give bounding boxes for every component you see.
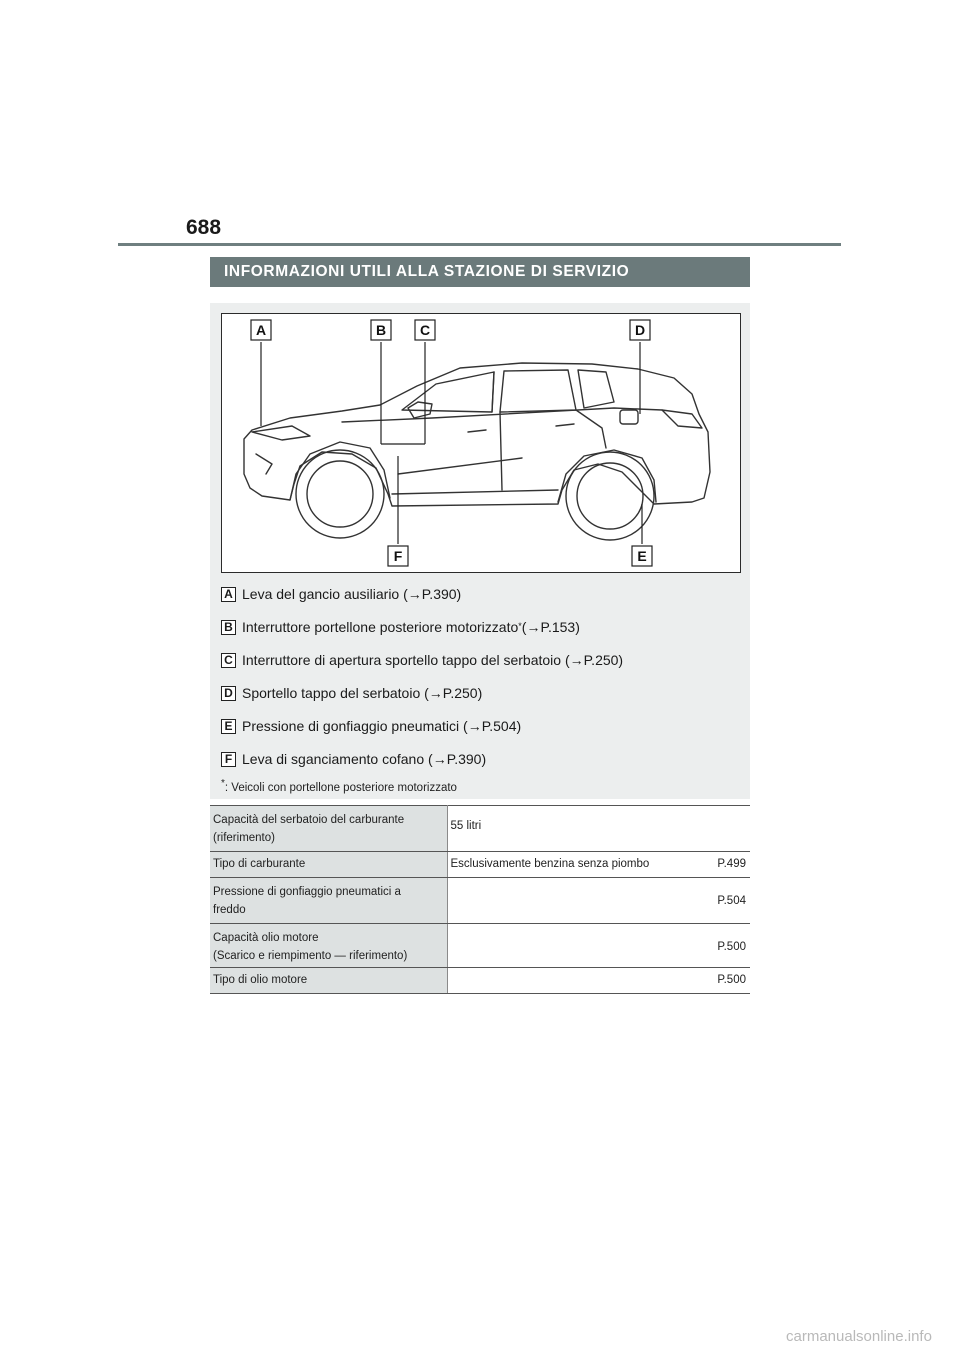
table-value-cell [447, 924, 750, 968]
car-illustration [222, 314, 740, 572]
page-number: 688 [186, 216, 222, 239]
callout-f: F [393, 548, 403, 564]
table-row [210, 806, 750, 852]
table-ref: P.504 [717, 895, 746, 907]
front-wheel [296, 450, 384, 538]
legend-ref: P.250) [442, 685, 483, 701]
legend-tag: D [221, 686, 236, 701]
table-row [210, 852, 750, 878]
legend-item [221, 750, 486, 768]
legend-item [221, 717, 521, 735]
arrow-icon: → [569, 652, 584, 668]
legend-item [221, 585, 461, 603]
rear-wheel [566, 452, 654, 540]
legend-item [221, 684, 482, 702]
legend-item [221, 618, 580, 636]
footnote [221, 778, 457, 794]
callout-a: A [255, 322, 267, 338]
table-key-cell [210, 878, 447, 924]
legend-ref: P.504) [481, 718, 522, 734]
table-row [210, 878, 750, 924]
legend-tag: B [221, 620, 236, 635]
table-row [210, 924, 750, 968]
footnote-text: : Veicoli con portellone posteriore motorizzato [224, 781, 457, 794]
key-line: (Scarico e riempimento — riferimento) [213, 950, 408, 962]
callout-d: D [634, 322, 646, 338]
legend-item [221, 651, 623, 669]
legend-tag: A [221, 587, 236, 602]
callout-c: C [419, 322, 431, 338]
legend-ref: P.153) [540, 619, 580, 635]
section-header [210, 257, 750, 287]
legend-tag: C [221, 653, 236, 668]
table-value-cell [447, 852, 750, 878]
car-figure [221, 313, 741, 573]
table-key-cell [210, 806, 447, 852]
legend-text: Leva di sganciamento cofano ( [242, 751, 433, 767]
arrow-icon: → [432, 751, 447, 767]
key-line: Tipo di olio motore [213, 974, 308, 986]
arrow-icon: → [526, 619, 541, 635]
watermark: carmanualsonline.info [786, 1328, 932, 1345]
legend-text: Pressione di gonfiaggio pneumatici ( [242, 718, 468, 734]
table-value: Esclusivamente benzina senza piombo [450, 858, 650, 870]
table-value-cell [447, 878, 750, 924]
fuel-door [620, 410, 638, 424]
key-line: Capacità del serbatoio del carburante [213, 814, 405, 826]
arrow-icon: → [428, 685, 443, 701]
key-line: Tipo di carburante [213, 858, 306, 870]
legend-text: Interruttore di apertura sportello tappo del serbatoio ( [242, 652, 570, 668]
table-value-cell [447, 806, 750, 852]
front-wheel-arch [290, 442, 390, 500]
footnote-asterisk: * [221, 778, 225, 789]
rear-wheel-arch [558, 450, 656, 502]
arrow-icon: → [407, 586, 422, 602]
table-value: 55 litri [450, 820, 482, 832]
callout-b: B [375, 322, 387, 338]
legend-ref: P.250) [583, 652, 624, 668]
key-line: (riferimento) [213, 832, 275, 844]
spec-table [210, 805, 750, 994]
asterisk-mark: * [518, 621, 522, 631]
section-title: INFORMAZIONI UTILI ALLA STAZIONE DI SERVIZIO [224, 263, 630, 280]
table-row [210, 968, 750, 994]
table-key-cell [210, 968, 447, 994]
legend-tag: F [221, 752, 236, 767]
legend-text: Interruttore portellone posteriore motorizzato [242, 619, 519, 635]
legend-text: Leva del gancio ausiliario ( [242, 586, 408, 602]
legend-ref: P.390) [446, 751, 487, 767]
legend-text: Sportello tappo del serbatoio ( [242, 685, 429, 701]
table-key-cell [210, 924, 447, 968]
key-line: Pressione di gonfiaggio pneumatici a [213, 886, 401, 898]
key-line: freddo [213, 904, 246, 916]
table-ref: P.500 [717, 974, 746, 986]
table-value-cell [447, 968, 750, 994]
callout-e: E [637, 548, 647, 564]
legend-tag: E [221, 719, 236, 734]
header-rule [118, 243, 841, 246]
table-ref: P.499 [717, 858, 746, 870]
callout-labels [251, 320, 652, 566]
legend-text-cont: ( [521, 619, 527, 635]
table-key-cell [210, 852, 447, 878]
legend-ref: P.390) [421, 586, 462, 602]
table-ref: P.500 [717, 941, 746, 953]
car-windows [402, 370, 614, 412]
key-line: Capacità olio motore [213, 932, 319, 944]
arrow-icon: → [467, 718, 482, 734]
